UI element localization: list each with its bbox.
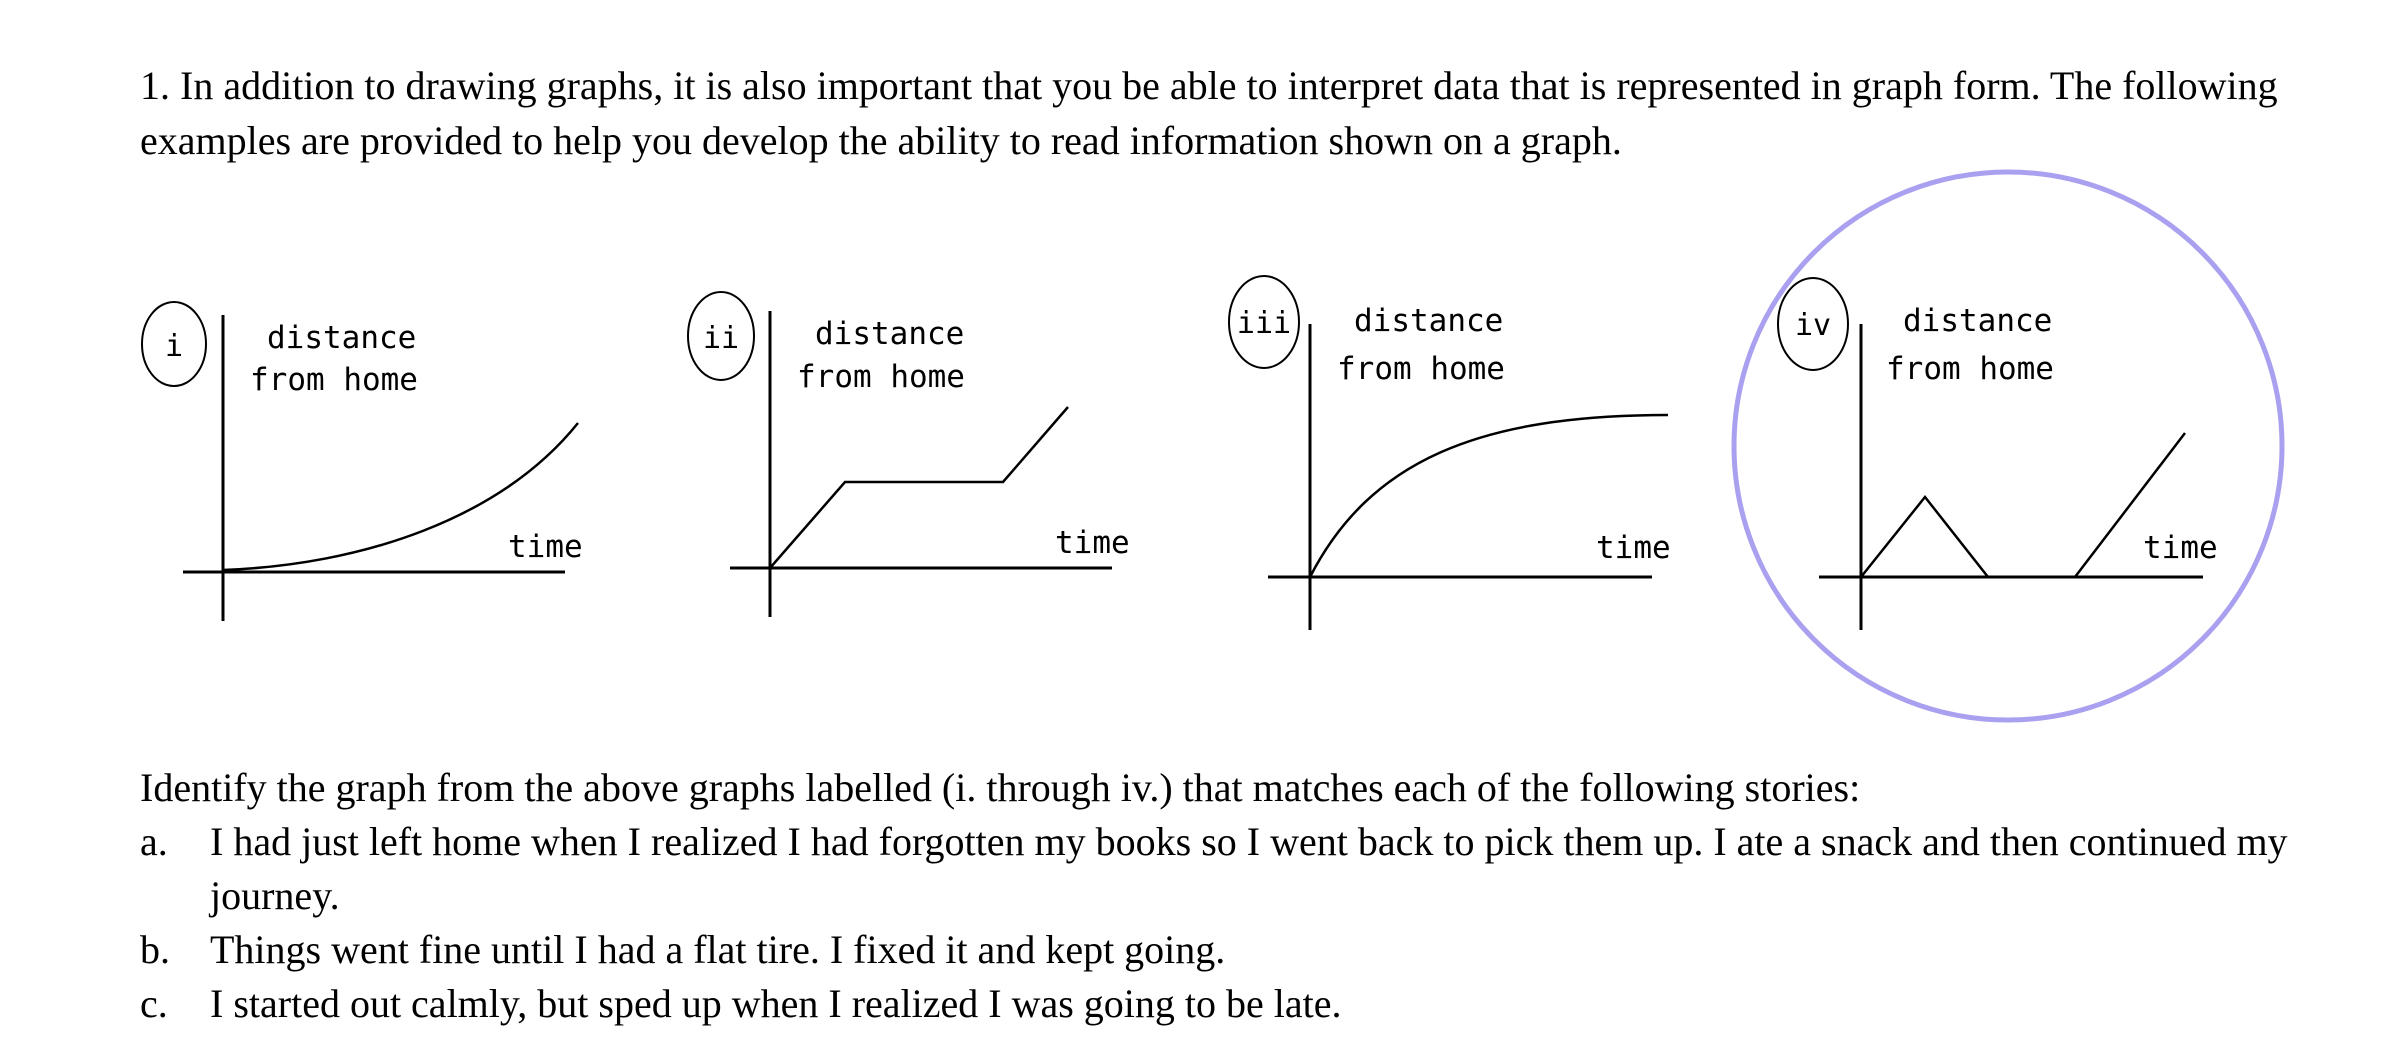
story-b-letter: b. (140, 927, 170, 972)
story-b (140, 923, 2300, 977)
highlight-circle (1734, 172, 2282, 720)
graph-ii (688, 292, 1130, 617)
graph-i-numeral: i (164, 329, 184, 364)
graph-iv-ylabel-line2: from home (1886, 351, 2054, 387)
graph-iii (1229, 276, 1671, 630)
graph-iv-curve (1861, 433, 2185, 577)
graph-i-xlabel: time (508, 529, 583, 565)
graph-iv-numeral: iv (1794, 308, 1832, 343)
graph-iv-xlabel: time (2143, 530, 2218, 566)
story-c-letter: c. (140, 981, 168, 1026)
graph-i (142, 302, 583, 621)
graph-i-ylabel-line1: distance (267, 320, 417, 356)
question-prompt: Identify the graph from the above graphs labelled (i. through iv.) that matches each of the following stories: (140, 765, 1861, 810)
graph-ii-ylabel-line1: distance (815, 316, 965, 352)
story-b-text: Things went fine until I had a flat tire. I fixed it and kept going. (210, 927, 1226, 972)
graph-i-ylabel-line2: from home (250, 362, 418, 398)
graph-iii-ylabel-line2: from home (1337, 351, 1505, 387)
story-c-text: I started out calmly, but sped up when I realized I was going to be late. (210, 981, 1342, 1026)
intro-paragraph: 1. In addition to drawing graphs, it is also important that you be able to interpret data that is represented in graph form. The following examples are provided to help you develop the ability to read information shown on a graph. (140, 63, 2278, 163)
graph-ii-xlabel: time (1055, 525, 1130, 561)
graph-iv (1734, 172, 2282, 720)
graph-iii-ylabel-line1: distance (1354, 303, 1504, 339)
graph-ii-ylabel-line2: from home (797, 359, 965, 395)
graph-ii-curve (770, 407, 1068, 568)
graph-iv-ylabel-line1: distance (1903, 303, 2053, 339)
story-a (140, 815, 2300, 923)
story-a-letter: a. (140, 819, 168, 864)
stories-list (140, 815, 2300, 1031)
story-a-text: I had just left home when I realized I had forgotten my books so I went back to pick them up. I ate a snack and then continued my journey. (210, 819, 2288, 918)
graph-ii-numeral: ii (702, 321, 740, 356)
graph-iii-xlabel: time (1596, 530, 1671, 566)
graph-iii-numeral: iii (1236, 306, 1292, 341)
story-c (140, 977, 2300, 1031)
question-section (140, 761, 2300, 1031)
